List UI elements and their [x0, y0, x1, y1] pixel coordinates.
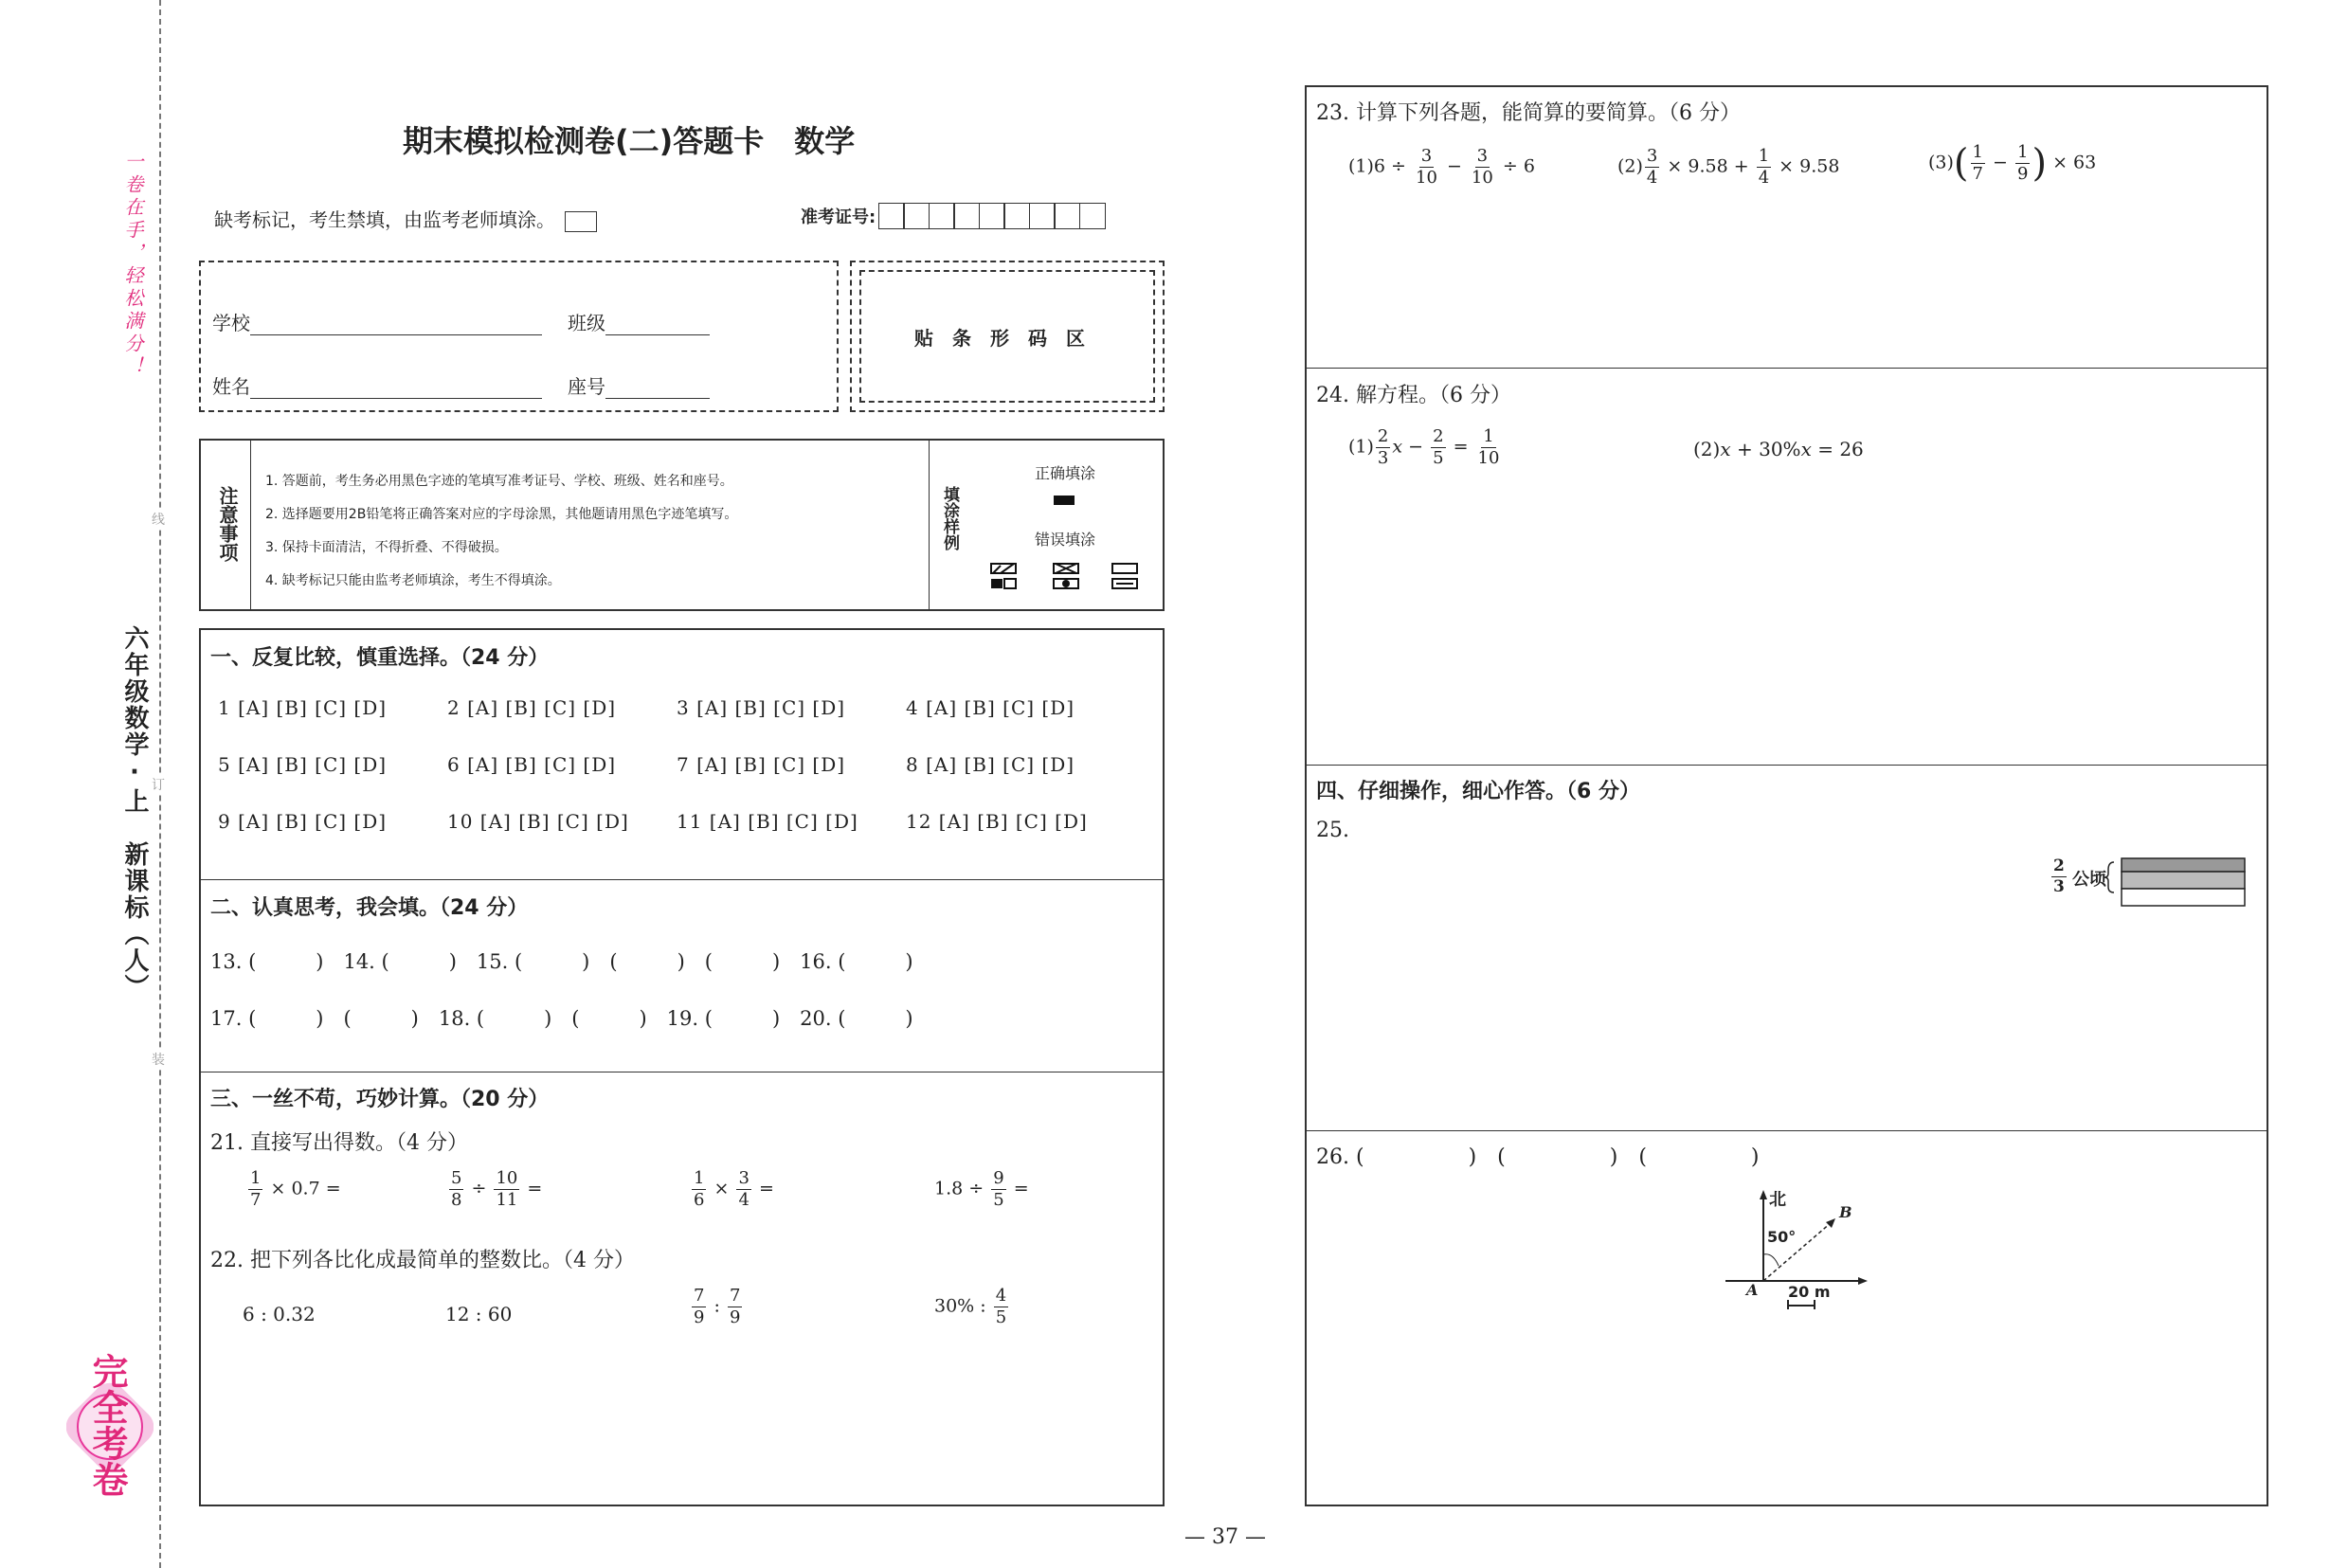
- q22-title: 22. 把下列各比化成最简单的整数比。（4 分）: [210, 1249, 635, 1272]
- section1-title: 一、反复比较，慎重选择。（24 分）: [210, 646, 550, 670]
- q24-title: 24. 解方程。（6 分）: [1316, 384, 1511, 407]
- choice-row: [218, 810, 1135, 833]
- fill-blank-row-2[interactable]: 17. ( ) ( ) 18. ( ) ( ) 19. ( ) 20. ( ): [210, 1007, 913, 1030]
- q21-item-4: 1.8 ÷ $\frac{9}{5}$ =: [934, 1168, 1029, 1210]
- school-field[interactable]: 学校: [212, 308, 542, 335]
- exam-id-digit-box[interactable]: [929, 203, 955, 229]
- q23-title: 23. 计算下列各题，能简算的要简算。（6 分）: [1316, 101, 1741, 125]
- cut-mark-bind: 订: [152, 775, 165, 794]
- correct-fill-label: 正确填涂: [1035, 464, 1096, 482]
- logo-text: 完全考卷: [86, 1353, 128, 1497]
- q21-item-3: $\frac{1}{6}$ × $\frac{3}{4}$ =: [694, 1168, 774, 1210]
- q22-item-1: 6 : 0.32: [243, 1303, 316, 1325]
- q23-item-3: (3)( $\frac{1}{7}$ − $\frac{1}{9}$ ) × 63: [1928, 141, 2097, 186]
- student-info-box: [199, 261, 839, 412]
- fill-blank-row-1[interactable]: 13. ( ) 14. ( ) 15. ( ) ( ) ( ) 16. ( ): [210, 950, 913, 973]
- q21-item-2: $\frac{5}{8}$ ÷ $\frac{10}{11}$ =: [451, 1168, 543, 1210]
- right-answer-box: [1305, 85, 2268, 1506]
- q22-item-3: $\frac{7}{9}$ : $\frac{7}{9}$: [694, 1286, 741, 1327]
- class-field[interactable]: 班级: [568, 308, 710, 335]
- choice-item[interactable]: 9 [A] [B] [C] [D]: [218, 810, 388, 833]
- note-item: 2. 选择题要用2B铅笔将正确答案对应的字母涂黑，其他题请用黑色字迹笔填写。: [265, 507, 738, 522]
- north-label: 北: [1769, 1190, 1786, 1210]
- q26-title[interactable]: 26. ( ) ( ) ( ): [1316, 1145, 1760, 1169]
- q21-title: 21. 直接写出得数。（4 分）: [210, 1131, 468, 1155]
- correct-fill-mark: [1054, 496, 1075, 505]
- note-item: 3. 保持卡面清洁，不得折叠、不得破损。: [265, 540, 508, 555]
- choice-item[interactable]: 4 [A] [B] [C] [D]: [906, 696, 1075, 719]
- q21-item-1: $\frac{1}{7}$ × 0.7 =: [250, 1168, 341, 1210]
- section3-title: 三、一丝不苟，巧妙计算。（20 分）: [210, 1088, 550, 1111]
- exam-id-digit-box[interactable]: [1079, 203, 1106, 229]
- exam-id-field: 准考证号:: [801, 203, 1106, 229]
- choice-item[interactable]: 2 [A] [B] [C] [D]: [447, 696, 617, 719]
- section2-title: 二、认真思考，我会填。（24 分）: [210, 896, 529, 920]
- choice-row: [218, 753, 1135, 776]
- exam-id-digit-box[interactable]: [1003, 203, 1030, 229]
- class-input-line[interactable]: [605, 312, 710, 335]
- cut-mark-stitch: 装: [152, 1050, 165, 1069]
- side-slogan: 一卷在手，轻松满分！: [121, 152, 144, 379]
- choice-item[interactable]: 6 [A] [B] [C] [D]: [447, 753, 617, 776]
- q24-item-1: (1) $\frac{2}{3}$ x − $\frac{2}{5}$ = $\frac{1}{10}$: [1348, 426, 1500, 468]
- name-field[interactable]: 姓名: [212, 371, 542, 399]
- q24-item-2: (2)x + 30%x = 26: [1693, 438, 1864, 460]
- exam-id-digit-box[interactable]: [878, 203, 905, 229]
- choice-item[interactable]: 7 [A] [B] [C] [D]: [677, 753, 846, 776]
- point-b-label: B: [1839, 1203, 1852, 1221]
- exam-id-digit-box[interactable]: [1029, 203, 1056, 229]
- choice-row: [218, 696, 1135, 719]
- side-book-title: 六年级数学·上 新课标（人）: [120, 625, 149, 1000]
- cut-mark-line: 线: [152, 510, 165, 529]
- choice-item[interactable]: 1 [A] [B] [C] [D]: [218, 696, 388, 719]
- barcode-area: [850, 261, 1165, 412]
- notes-heading: 注意事项: [216, 486, 239, 562]
- sample-heading: 填涂样例: [940, 486, 959, 550]
- q22-item-2: 12 : 60: [445, 1303, 513, 1325]
- page-title: 期末模拟检测卷(二)答题卡 数学: [403, 123, 856, 159]
- scale-label: 20 m: [1788, 1283, 1831, 1301]
- angle-label: 50°: [1767, 1228, 1797, 1246]
- school-input-line[interactable]: [250, 312, 542, 335]
- left-answer-box: [199, 628, 1165, 1506]
- choice-item[interactable]: 3 [A] [B] [C] [D]: [677, 696, 846, 719]
- note-item: 4. 缺考标记只能由监考老师填涂，考生不得填涂。: [265, 573, 561, 588]
- q23-item-2: (2) $\frac{3}{4}$ × 9.58 + $\frac{1}{4}$ × 9.58: [1617, 146, 1840, 188]
- choice-item[interactable]: 12 [A] [B] [C] [D]: [906, 810, 1088, 833]
- name-input-line[interactable]: [250, 375, 542, 399]
- absent-mark-box[interactable]: [565, 211, 597, 232]
- choice-item[interactable]: 10 [A] [B] [C] [D]: [447, 810, 629, 833]
- choice-item[interactable]: 11 [A] [B] [C] [D]: [677, 810, 858, 833]
- notes-box: [199, 439, 1165, 611]
- choice-item[interactable]: 8 [A] [B] [C] [D]: [906, 753, 1075, 776]
- absent-note: 缺考标记，考生禁填，由监考老师填涂。: [214, 205, 597, 232]
- q22-item-4: 30% : $\frac{4}{5}$: [934, 1286, 1007, 1327]
- note-item: 1. 答题前，考生务必用黑色字迹的笔填写准考证号、学校、班级、姓名和座号。: [265, 474, 733, 489]
- q26-direction-diagram: [1720, 1186, 1871, 1319]
- q23-item-1: (1)6 ÷ $\frac{3}{10}$ − $\frac{3}{10}$ ÷ 6: [1348, 146, 1535, 188]
- exam-id-digit-box[interactable]: [903, 203, 930, 229]
- barcode-label: 贴 条 形 码 区: [914, 327, 1085, 350]
- exam-id-boxes[interactable]: [879, 203, 1106, 229]
- q25-label: 25.: [1316, 819, 1349, 842]
- choice-item[interactable]: 5 [A] [B] [C] [D]: [218, 753, 388, 776]
- notes-list: [265, 465, 737, 598]
- exam-id-digit-box[interactable]: [1054, 203, 1080, 229]
- page-number: — 37 —: [1184, 1525, 1266, 1549]
- exam-id-digit-box[interactable]: [979, 203, 1005, 229]
- exam-id-digit-box[interactable]: [953, 203, 980, 229]
- q25-fraction: $\frac{2}{3}$: [2053, 856, 2065, 896]
- seat-field[interactable]: 座号: [568, 371, 710, 399]
- seat-input-line[interactable]: [605, 375, 710, 399]
- section4-title: 四、仔细操作，细心作答。（6 分）: [1316, 780, 1640, 803]
- publisher-logo: [66, 1345, 154, 1506]
- wrong-fill-samples: [989, 560, 1141, 596]
- point-a-label: A: [1746, 1281, 1759, 1299]
- wrong-fill-label: 错误填涂: [1035, 531, 1096, 549]
- q25-unit-label: 公顷: [2072, 870, 2106, 890]
